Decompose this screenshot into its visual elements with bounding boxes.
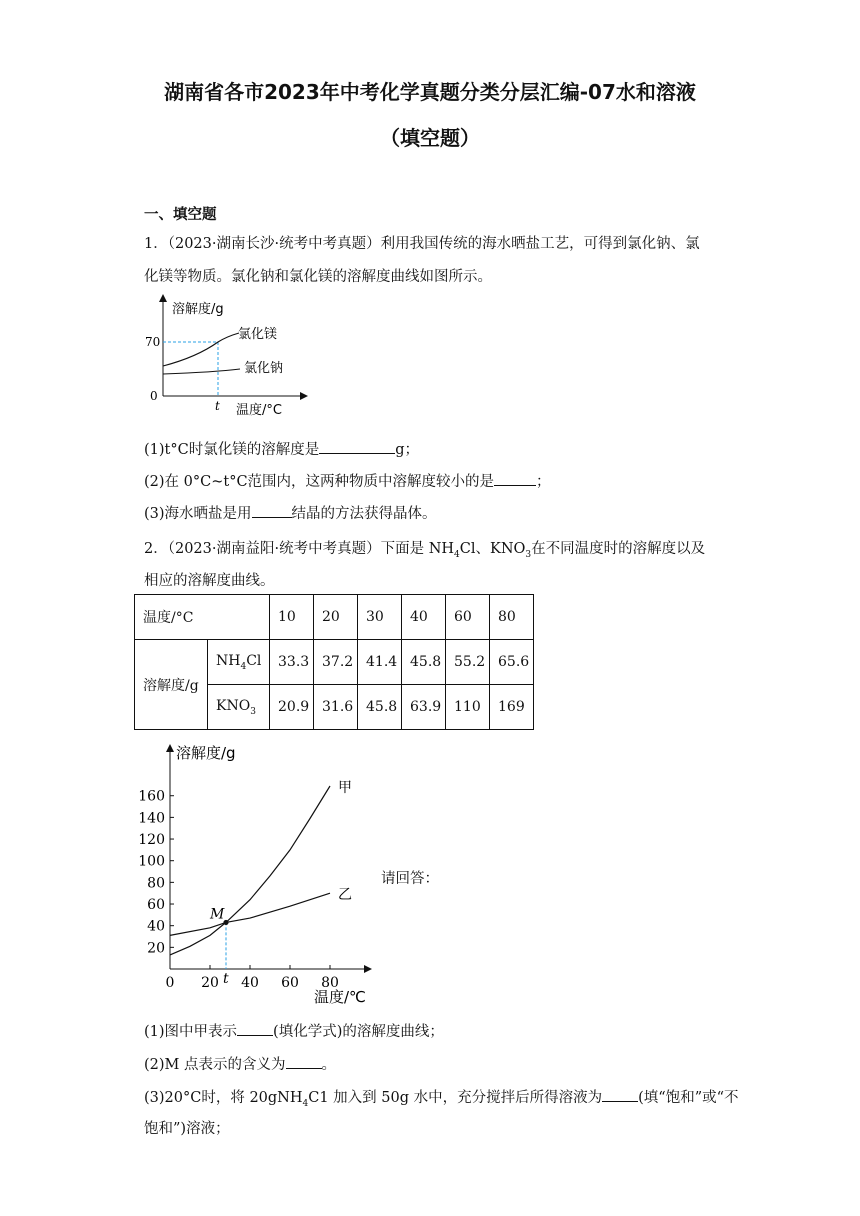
table-cell: 45.8 bbox=[358, 685, 402, 730]
chart2-y-tick-label: 20 bbox=[147, 940, 165, 957]
chart1-tick-0: 0 bbox=[150, 389, 158, 403]
q2-sub3-part3: (填“饱和”或“不 bbox=[638, 1090, 739, 1106]
q2-sub3-sub: 4 bbox=[302, 1098, 309, 1109]
q2-sub1-blank[interactable] bbox=[237, 1021, 273, 1036]
chart2-y-tick-label: 100 bbox=[138, 853, 165, 870]
q2-sub3-part2: C1 加入到 50g 水中，充分搅拌后所得溶液为 bbox=[308, 1090, 603, 1106]
q1-sub2 bbox=[144, 470, 551, 491]
chart2-series-jia-label: 甲 bbox=[338, 779, 352, 796]
section-heading: 一、填空题 bbox=[144, 207, 217, 223]
table-cell: 41.4 bbox=[358, 640, 402, 685]
table-cell: 45.8 bbox=[402, 640, 446, 685]
q2-sub3-part1: (3)20°C时，将 20gNH bbox=[144, 1090, 303, 1106]
chart2-ylabel: 溶解度/g bbox=[176, 744, 236, 762]
q1-sub1-unit: g； bbox=[395, 442, 420, 458]
table-cell: 20.9 bbox=[270, 685, 314, 730]
table-cell: 31.6 bbox=[314, 685, 358, 730]
table-header-label: 温度/°C bbox=[135, 595, 270, 640]
chart2-y-tick-label: 60 bbox=[147, 897, 165, 914]
table-cell: 169 bbox=[490, 685, 534, 730]
kno3-main: KNO bbox=[216, 697, 251, 714]
chart2-x-tick-label: 20 bbox=[201, 975, 219, 991]
q1-sub3 bbox=[144, 502, 437, 523]
chart2-label-t: t bbox=[223, 971, 229, 987]
q1-sub3-end: 结晶的方法获得晶体。 bbox=[291, 506, 437, 522]
chart2-y-tick-label: 40 bbox=[147, 918, 165, 935]
chart2-xlabel: 温度/℃ bbox=[314, 988, 366, 1006]
table-cell: 65.6 bbox=[490, 640, 534, 685]
chart2-x-tick-label: 40 bbox=[241, 975, 259, 991]
q2-intro-part1: 2．（2023·湖南益阳·统考中考真题）下面是 NH bbox=[144, 541, 455, 557]
q2-sub1-end: (填化学式)的溶解度曲线； bbox=[273, 1024, 444, 1040]
q2-sub2-text: (2)M 点表示的含义为 bbox=[144, 1057, 286, 1073]
chart2-solubility-curves bbox=[136, 740, 376, 1008]
chart2-y-tick-label: 140 bbox=[138, 810, 165, 827]
table-cell: 63.9 bbox=[402, 685, 446, 730]
nh4cl-tail: Cl bbox=[246, 652, 262, 669]
q1-sub2-end: ； bbox=[536, 474, 551, 490]
q1-sub2-text: (2)在 0°C~t°C范围内，这两种物质中溶解度较小的是 bbox=[144, 474, 495, 490]
q1-sub1 bbox=[144, 438, 419, 459]
nh4cl-sub: 4 bbox=[240, 661, 247, 672]
chart2-x-tick-label: 0 bbox=[165, 975, 175, 991]
chart1-tick-t: t bbox=[215, 399, 220, 413]
chart2-y-tick-label: 160 bbox=[138, 788, 165, 805]
chart2-x-tick-label: 60 bbox=[281, 975, 299, 991]
chart2-y-tick-label: 120 bbox=[138, 832, 165, 849]
q2-intro-line2: 相应的溶解度曲线。 bbox=[144, 573, 275, 589]
table-row bbox=[135, 595, 534, 640]
q2-intro-sub1: 4 bbox=[454, 549, 460, 560]
nh4cl-main: NH bbox=[216, 652, 241, 669]
table-group-label: 溶解度/g bbox=[135, 640, 208, 730]
chart2-label-m: M bbox=[210, 906, 225, 923]
chart1-label-mgcl2: 氯化镁 bbox=[238, 327, 278, 342]
chart2-series-yi-label: 乙 bbox=[338, 887, 352, 904]
q1-intro-line2: 化镁等物质。氯化钠和氯化镁的溶解度曲线如图所示。 bbox=[144, 269, 492, 285]
q1-sub1-blank[interactable] bbox=[319, 439, 395, 454]
q2-sub2-blank[interactable] bbox=[286, 1054, 322, 1069]
table-temp-cell: 60 bbox=[446, 595, 490, 640]
table-substance-kno3 bbox=[208, 685, 270, 730]
chart1-curve-nacl bbox=[163, 369, 240, 374]
chart2-series-jia-line bbox=[170, 786, 330, 955]
page-title: 湖南省各市2023年中考化学真题分类分层汇编-07水和溶液 bbox=[164, 80, 696, 104]
q2-intro-line1 bbox=[144, 537, 705, 560]
q2-sub3-blank[interactable] bbox=[602, 1087, 638, 1102]
table-temp-cell: 40 bbox=[402, 595, 446, 640]
page-subtitle: （填空题） bbox=[380, 126, 480, 150]
table-cell: 33.3 bbox=[270, 640, 314, 685]
q2-sub1-text: (1)图中甲表示 bbox=[144, 1024, 238, 1040]
q2-sub3-line1 bbox=[144, 1086, 739, 1109]
q2-sub3-line2: 饱和”)溶液； bbox=[144, 1121, 230, 1137]
q2-intro-part3: 在不同温度时的溶解度以及 bbox=[531, 541, 706, 557]
table-temp-cell: 30 bbox=[358, 595, 402, 640]
chart2-y-tick-label: 80 bbox=[147, 875, 165, 892]
table-temp-cell: 80 bbox=[490, 595, 534, 640]
table-substance-nh4cl bbox=[208, 640, 270, 685]
table-temp-cell: 10 bbox=[270, 595, 314, 640]
q1-intro-line1: 1．（2023·湖南长沙·统考中考真题）利用我国传统的海水晒盐工艺，可得到氯化钠、氯 bbox=[144, 236, 700, 252]
q2-sub1 bbox=[144, 1020, 444, 1041]
solubility-table bbox=[134, 594, 534, 730]
chart1-solubility bbox=[136, 292, 316, 420]
table-cell: 37.2 bbox=[314, 640, 358, 685]
q2-intro-sub2: 3 bbox=[525, 549, 532, 560]
q2-intro-part2: Cl、KNO bbox=[459, 541, 526, 557]
table-temp-cell: 20 bbox=[314, 595, 358, 640]
q1-sub1-text: (1)t°C时氯化镁的溶解度是 bbox=[144, 442, 320, 458]
kno3-sub: 3 bbox=[250, 706, 256, 717]
q2-sub2 bbox=[144, 1053, 336, 1074]
table-cell: 110 bbox=[446, 685, 490, 730]
chart1-curve-mgcl2 bbox=[163, 333, 239, 366]
chart1-xlabel: 温度/°C bbox=[236, 403, 282, 418]
q2-prompt: 请回答： bbox=[381, 871, 439, 887]
chart2-x-tick-label: 80 bbox=[321, 975, 339, 991]
chart1-ylabel: 溶解度/g bbox=[172, 302, 224, 317]
q2-sub2-end: 。 bbox=[321, 1057, 336, 1073]
q1-sub2-blank[interactable] bbox=[494, 471, 536, 486]
chart1-label-nacl: 氯化钠 bbox=[244, 361, 284, 376]
table-cell: 55.2 bbox=[446, 640, 490, 685]
q1-sub3-text: (3)海水晒盐是用 bbox=[144, 506, 252, 522]
q1-sub3-blank[interactable] bbox=[252, 503, 292, 518]
table-row bbox=[135, 640, 534, 685]
chart1-tick-70: 70 bbox=[145, 335, 161, 349]
